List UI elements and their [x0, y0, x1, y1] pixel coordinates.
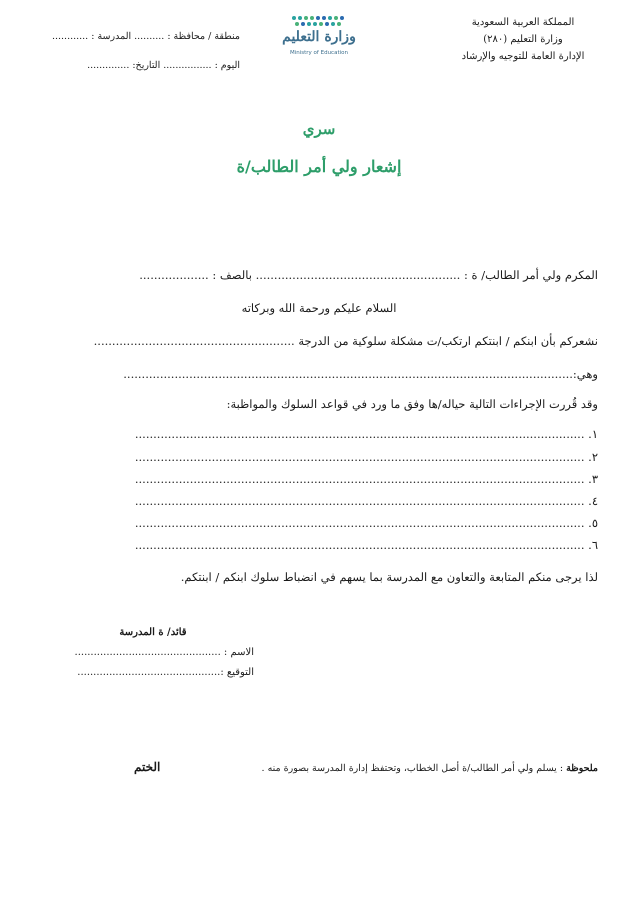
- logo-english-text: Ministry of Education: [289, 50, 348, 56]
- greeting: السلام عليكم ورحمة الله وبركاته: [241, 301, 397, 315]
- note-label: ملحوظة: [566, 763, 598, 774]
- action-item-2: ٢. ...........................................................................................................................: [134, 450, 598, 464]
- header-right-block: [448, 14, 598, 65]
- region-school-line: منطقة / محافظة : .......... المدرسة : ............: [51, 31, 240, 42]
- action-item-4: ٤. ...........................................................................................................................: [134, 494, 598, 508]
- action-item-6: ٦. ...........................................................................................................................: [134, 538, 598, 552]
- action-item-5: ٥. ...........................................................................................................................: [134, 516, 598, 530]
- address-line: المكرم ولي أمر الطالب/ ة : ........................................................ بالصف : ...................: [139, 268, 598, 282]
- notice-line: نشعركم بأن ابنكم / ابنتكم ارتكب/ت مشكلة سلوكية من الدرجة .......................................................: [93, 334, 598, 348]
- department-name: الإدارة العامة للتوجيه والإرشاد: [461, 51, 585, 62]
- page-title: إشعار ولي أمر الطالب/ة: [236, 157, 402, 176]
- note-text: : يسلم ولي أمر الطالب/ة أصل الخطاب، وتحتفظ إدارة المدرسة بصورة منه .: [261, 763, 567, 774]
- footer-note: [262, 763, 598, 774]
- ministry-logo: [282, 12, 356, 64]
- offense-line: وهي:...........................................................................................................................: [123, 367, 598, 381]
- kingdom-name: المملكة العربية السعودية: [471, 17, 575, 28]
- logo-arabic-text: وزارة التعليم: [282, 29, 356, 45]
- stamp-label: الختم: [134, 760, 161, 774]
- header-left-block: [34, 22, 240, 80]
- day-date-line: اليوم : ................ التاريخ: ..............: [87, 60, 240, 71]
- principal-name-line: الاسم : ..............................................: [74, 647, 254, 658]
- action-item-1: ١. ...........................................................................................................................: [134, 427, 598, 441]
- ministry-name: وزارة التعليم (٢٨٠): [483, 34, 563, 45]
- secret-label: سري: [302, 120, 336, 138]
- closing-line: لذا يرجى منكم المتابعة والتعاون مع المدرسة بما يسهم في انضباط سلوك ابنكم / ابنتكم.: [180, 570, 598, 584]
- actions-intro: وقد قُررت الإجراءات التالية حياله/ها وفق ما ورد في قواعد السلوك والمواظبة:: [226, 397, 598, 411]
- action-item-3: ٣. ...........................................................................................................................: [134, 472, 598, 486]
- principal-signature-line: التوقيع :.............................................: [77, 667, 254, 678]
- principal-role: قائد/ ة المدرسة: [119, 627, 187, 638]
